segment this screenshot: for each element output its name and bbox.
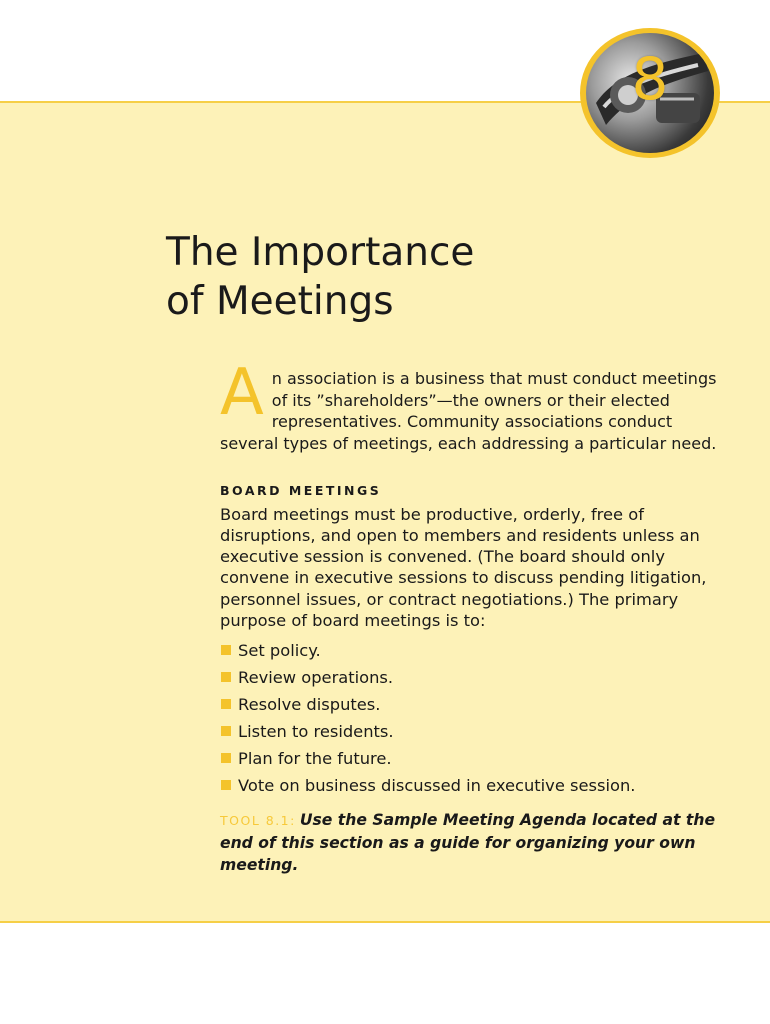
list-item bbox=[220, 772, 720, 799]
square-bullet-icon bbox=[221, 699, 231, 709]
tool-text: Use the Sample Meeting Agenda located at the end of this section as a guide for organizing your own meeting. bbox=[220, 811, 716, 875]
list-item-text: Plan for the future. bbox=[238, 749, 392, 769]
list-item bbox=[220, 691, 720, 718]
intro-paragraph bbox=[220, 356, 720, 454]
list-item-text: Resolve disputes. bbox=[238, 695, 381, 715]
square-bullet-icon bbox=[221, 672, 231, 682]
list-item-text: Listen to residents. bbox=[238, 722, 394, 742]
tool-label: TOOL 8.1: bbox=[220, 813, 296, 829]
square-bullet-icon bbox=[221, 753, 231, 763]
purpose-list bbox=[220, 637, 720, 799]
list-item bbox=[220, 745, 720, 772]
page-title-line-2: of Meetings bbox=[166, 279, 394, 324]
page-title bbox=[166, 228, 474, 326]
section-body: Board meetings must be productive, orderly, free of disruptions, and open to members and residents unless an executive session is convened. (The board should only convene in executive sessions to discuss pending litigation, personnel issues, or contract negotiations.) The primary purpose of board meetings is to: bbox=[220, 504, 707, 630]
square-bullet-icon bbox=[221, 645, 231, 655]
tool-note bbox=[220, 809, 720, 876]
chapter-badge bbox=[580, 28, 720, 158]
square-bullet-icon bbox=[221, 780, 231, 790]
list-item bbox=[220, 637, 720, 664]
list-item-text: Review operations. bbox=[238, 668, 394, 688]
section-heading: BOARD MEETINGS bbox=[220, 483, 382, 498]
page-title-line-1: The Importance bbox=[166, 230, 475, 275]
intro-text: n association is a business that must conduct meetings of its ”shareholders”—the owners or their elected representatives. Community associations conduct several types of meetings, each addressing a particular need. bbox=[220, 369, 717, 453]
list-item bbox=[220, 718, 720, 745]
list-item-text: Vote on business discussed in executive session. bbox=[238, 776, 636, 796]
list-item-text: Set policy. bbox=[238, 641, 321, 661]
chapter-number: 8 bbox=[631, 45, 669, 113]
drop-cap: A bbox=[220, 356, 264, 430]
square-bullet-icon bbox=[221, 726, 231, 736]
chapter-content bbox=[220, 356, 720, 876]
list-item bbox=[220, 664, 720, 691]
